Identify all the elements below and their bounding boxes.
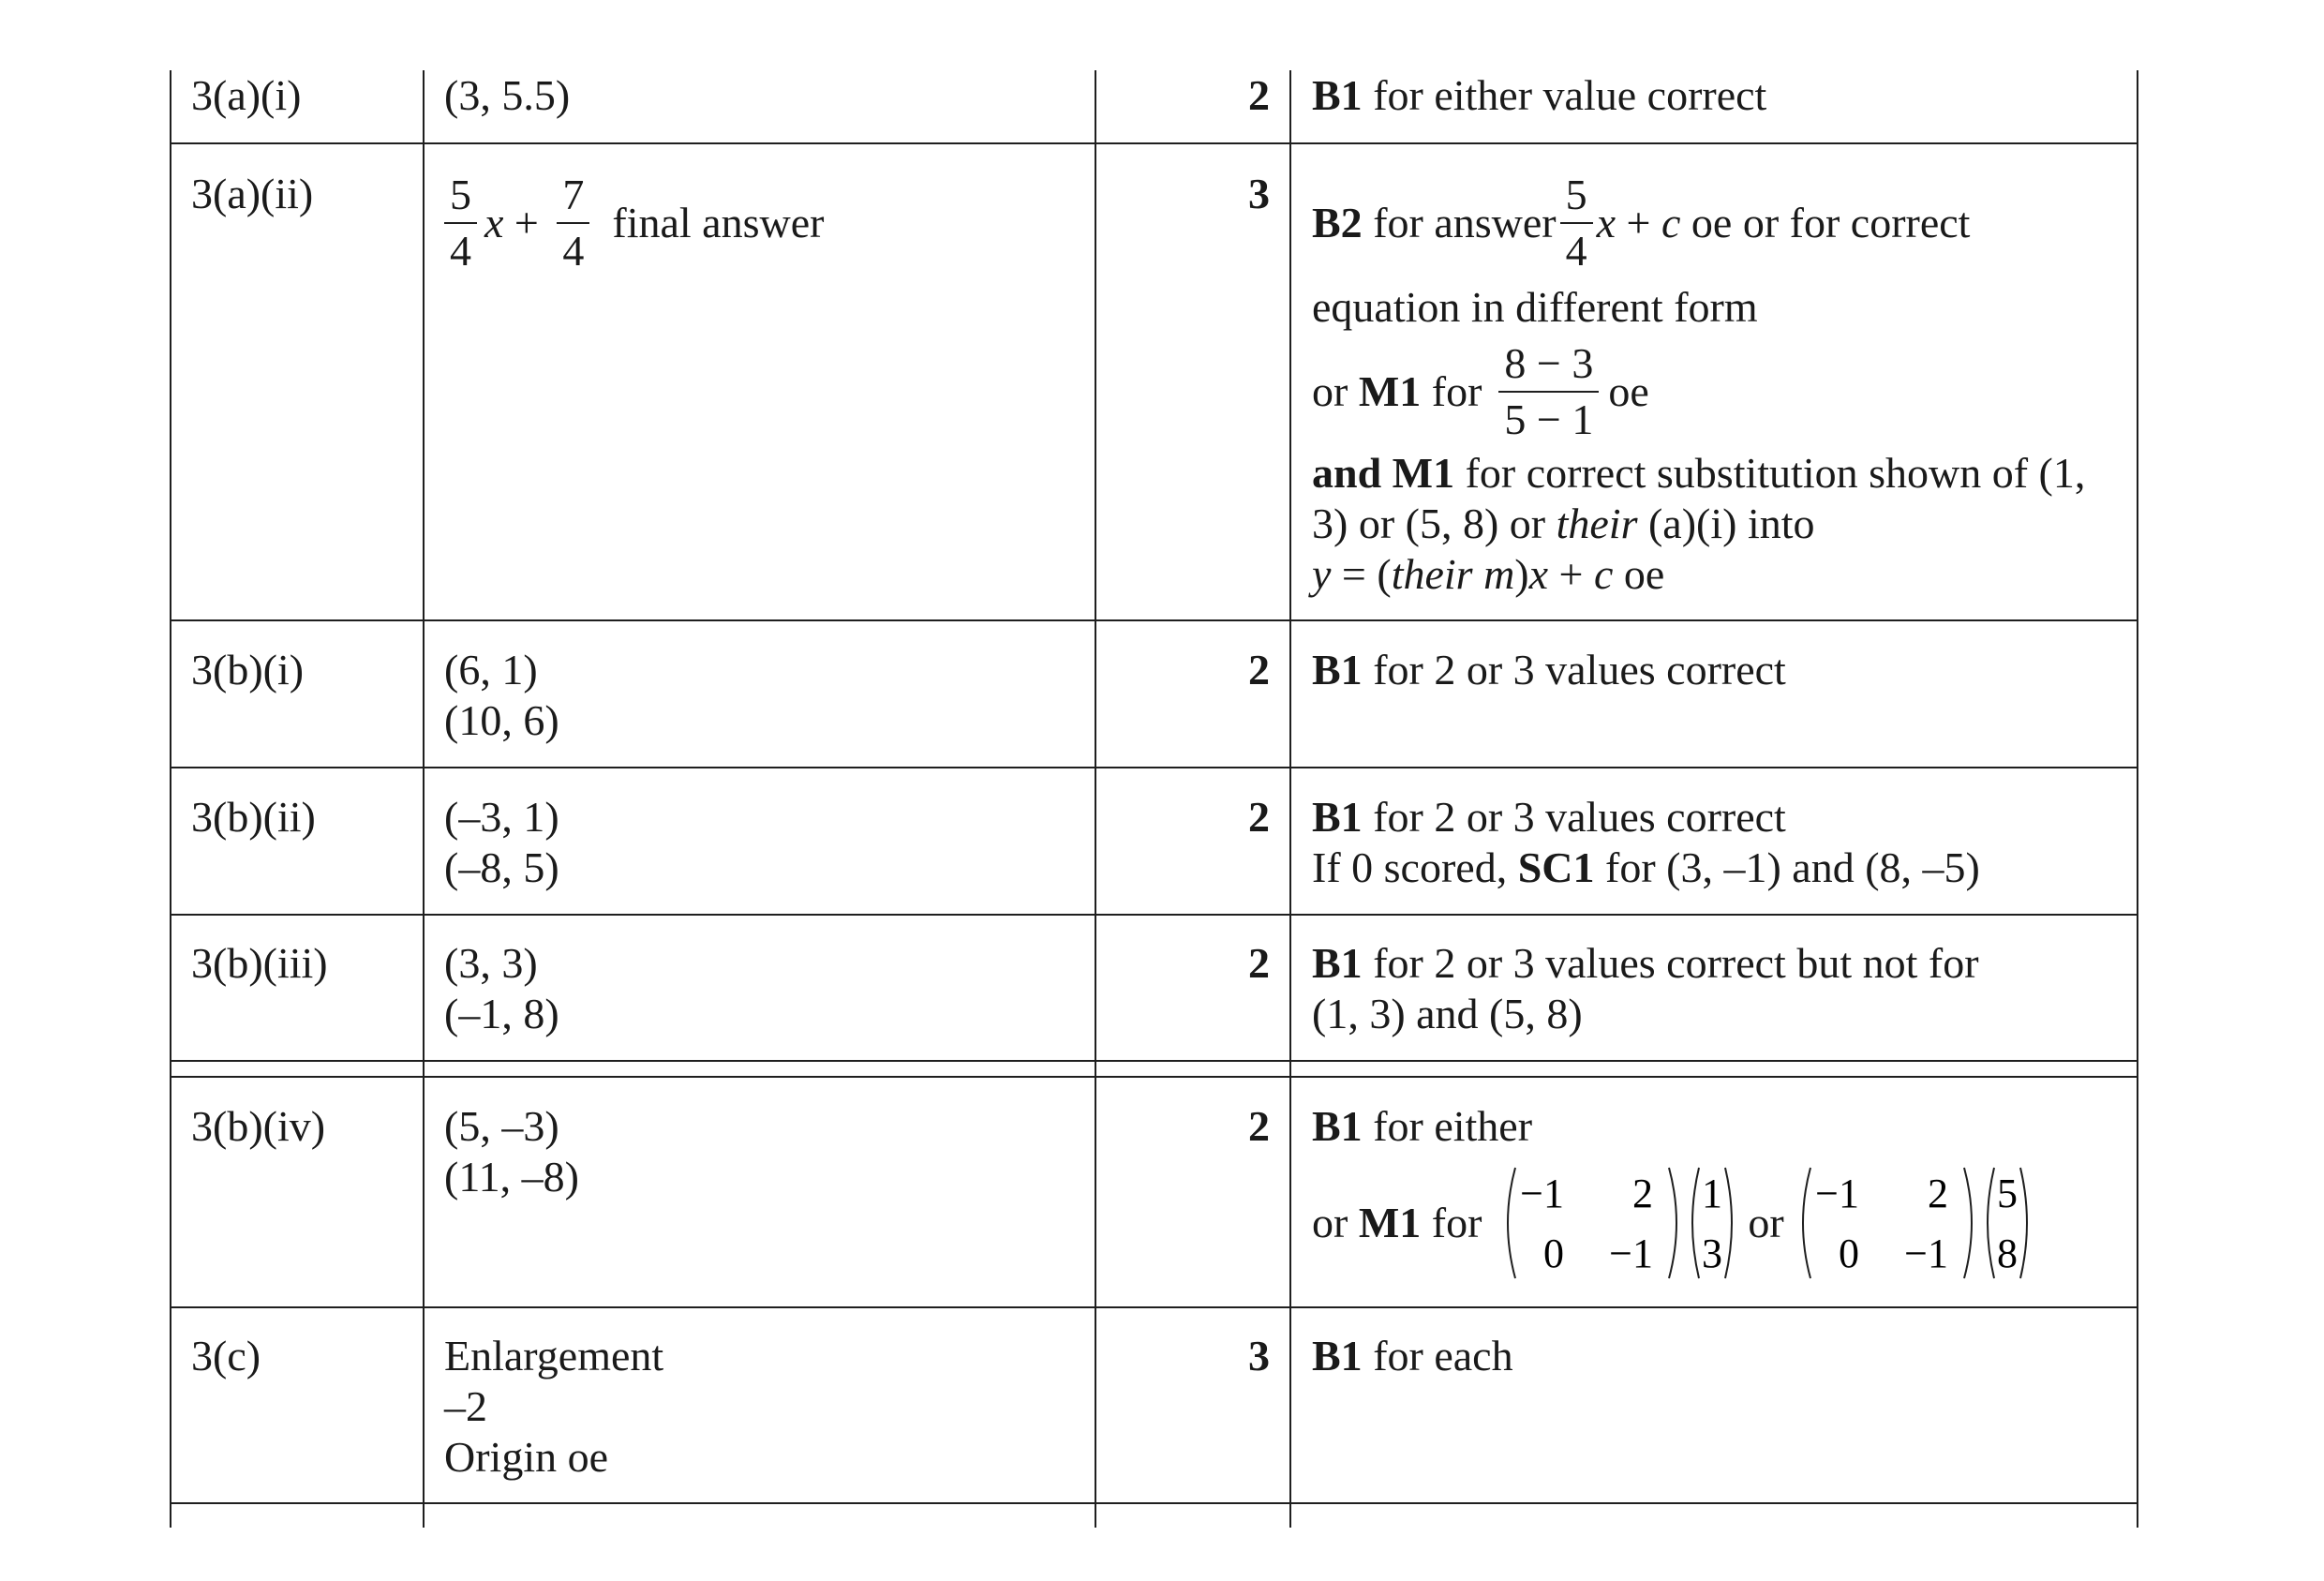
guidance-note bbox=[1312, 70, 1766, 121]
guidance-line bbox=[1312, 173, 1970, 273]
mark-code: B1 bbox=[1312, 939, 1363, 987]
fraction-numerator: 5 bbox=[1565, 171, 1587, 218]
vector-cell: 5 bbox=[1996, 1171, 2018, 1216]
column-divider-question bbox=[423, 70, 425, 1528]
matrix-cell: 0 bbox=[1838, 1230, 1859, 1276]
guidance-note bbox=[1312, 645, 1786, 695]
matrix-cell: −1 bbox=[1609, 1230, 1654, 1276]
answer-expression bbox=[444, 173, 824, 273]
fraction-denominator: 5 − 1 bbox=[1498, 391, 1599, 441]
guidance-text: for answer bbox=[1362, 199, 1557, 246]
answer-line: –2 bbox=[444, 1382, 487, 1430]
fraction bbox=[1498, 339, 1599, 443]
fraction-numerator: 7 bbox=[562, 171, 585, 218]
guidance-text: for 2 or 3 values correct bbox=[1362, 646, 1786, 694]
question-label: 3(c) bbox=[191, 1332, 261, 1380]
guidance-text: for each bbox=[1362, 1332, 1513, 1380]
mark-code: B1 bbox=[1312, 71, 1363, 119]
guidance-text: oe bbox=[1608, 367, 1649, 415]
variable-c: c bbox=[1661, 199, 1681, 246]
guidance-line-matrices bbox=[1312, 1162, 2034, 1284]
matrix-2x2 bbox=[1794, 1162, 1981, 1284]
guidance-text: or bbox=[1748, 1199, 1784, 1246]
plus-sign: + bbox=[503, 199, 550, 246]
row-divider bbox=[170, 767, 2138, 768]
guidance-emphasis: their m bbox=[1391, 550, 1515, 598]
fraction bbox=[1560, 173, 1593, 273]
mark-code: M1 bbox=[1358, 1199, 1422, 1246]
fraction-denominator: 4 bbox=[444, 222, 477, 273]
matrix-cell: −1 bbox=[1903, 1230, 1948, 1276]
guidance-text: = ( bbox=[1331, 550, 1392, 598]
table-border-right bbox=[2137, 70, 2138, 1528]
answer-line: (–1, 8) bbox=[444, 990, 559, 1037]
guidance-text: oe or for correct bbox=[1680, 199, 1971, 246]
plus-sign: + bbox=[1616, 199, 1661, 246]
marks-value: 3 bbox=[1248, 170, 1270, 217]
row-divider bbox=[170, 1060, 2138, 1062]
guidance-text: or bbox=[1312, 367, 1359, 415]
guidance-text: for bbox=[1421, 1199, 1482, 1246]
fraction-denominator: 4 bbox=[1560, 222, 1593, 273]
guidance-line bbox=[1312, 843, 1980, 893]
variable-x: x bbox=[1528, 550, 1549, 598]
answer-line: (11, –8) bbox=[444, 1153, 579, 1201]
answer-line: (3, 5.5) bbox=[444, 71, 571, 119]
right-bracket bbox=[1725, 1168, 1732, 1278]
guidance-text: for correct substitution shown of (1, bbox=[1454, 449, 2086, 497]
mark-code: B2 bbox=[1312, 199, 1363, 246]
answer-suffix: final answer bbox=[612, 199, 825, 246]
mark-code: B1 bbox=[1312, 1102, 1363, 1150]
left-bracket bbox=[1988, 1168, 1994, 1278]
plus-sign: + bbox=[1548, 550, 1594, 598]
variable-x: x bbox=[1596, 199, 1616, 246]
vector-cell: 1 bbox=[1702, 1171, 1723, 1216]
right-bracket bbox=[2020, 1168, 2027, 1278]
guidance-note bbox=[1312, 938, 1979, 989]
marks-value: 3 bbox=[1248, 1332, 1270, 1380]
guidance-text: oe bbox=[1613, 550, 1665, 598]
guidance-text: for either bbox=[1362, 1102, 1533, 1150]
row-divider bbox=[170, 1502, 2138, 1504]
answer-line: (6, 1) bbox=[444, 646, 538, 694]
right-bracket bbox=[1669, 1168, 1676, 1278]
marks-value: 2 bbox=[1248, 939, 1270, 987]
row-divider bbox=[170, 619, 2138, 621]
answer-line: Enlargement bbox=[444, 1332, 664, 1380]
mark-code: B1 bbox=[1312, 1332, 1363, 1380]
guidance-text: for 2 or 3 values correct but not for bbox=[1362, 939, 1979, 987]
marks-value: 2 bbox=[1248, 71, 1270, 119]
mark-code: M1 bbox=[1358, 367, 1422, 415]
guidance-note bbox=[1312, 1101, 1532, 1152]
row-divider bbox=[170, 142, 2138, 144]
answer-line: (–3, 1) bbox=[444, 793, 559, 841]
mark-code: B1 bbox=[1312, 793, 1363, 841]
guidance-text: for 2 or 3 values correct bbox=[1362, 793, 1786, 841]
guidance-text: for (3, –1) and (8, –5) bbox=[1594, 843, 1980, 891]
fraction-numerator: 5 bbox=[450, 171, 471, 218]
column-vector bbox=[1981, 1162, 2034, 1284]
question-label: 3(b)(ii) bbox=[191, 793, 316, 841]
guidance-text: for either value correct bbox=[1362, 71, 1767, 119]
matrix-2x2 bbox=[1498, 1162, 1686, 1284]
guidance-note bbox=[1312, 792, 1786, 843]
question-label: 3(b)(iii) bbox=[191, 939, 328, 987]
column-divider-answer bbox=[1095, 70, 1096, 1528]
matrix-cell: 2 bbox=[1632, 1171, 1654, 1216]
mark-code: and M1 bbox=[1312, 449, 1455, 497]
answer-line: (5, –3) bbox=[444, 1102, 559, 1150]
vector-cell: 3 bbox=[1702, 1230, 1723, 1276]
guidance-line: equation in different form bbox=[1312, 283, 1758, 331]
fraction-denominator: 4 bbox=[557, 222, 589, 273]
question-label: 3(a)(i) bbox=[191, 71, 302, 119]
answer-line: (3, 3) bbox=[444, 939, 538, 987]
vector-cell: 8 bbox=[1996, 1230, 2018, 1276]
variable-x: x bbox=[484, 199, 504, 246]
question-label: 3(b)(i) bbox=[191, 646, 305, 694]
guidance-line bbox=[1312, 499, 1815, 549]
matrix-cell: −1 bbox=[1814, 1171, 1859, 1216]
guidance-emphasis: their bbox=[1556, 500, 1638, 547]
guidance-line bbox=[1312, 339, 1649, 443]
guidance-text: for bbox=[1421, 367, 1482, 415]
row-divider bbox=[170, 1306, 2138, 1308]
variable-c: c bbox=[1594, 550, 1614, 598]
matrix-cell: 0 bbox=[1543, 1230, 1565, 1276]
guidance-text: (a)(i) into bbox=[1637, 500, 1815, 547]
guidance-line: (1, 3) and (5, 8) bbox=[1312, 990, 1583, 1037]
variable-y: y bbox=[1312, 550, 1332, 598]
matrix-cell: 2 bbox=[1927, 1171, 1948, 1216]
fraction bbox=[444, 173, 477, 273]
answer-line: Origin oe bbox=[444, 1433, 609, 1481]
guidance-text: or bbox=[1312, 1199, 1359, 1246]
guidance-text: If 0 scored, bbox=[1312, 843, 1518, 891]
row-divider bbox=[170, 914, 2138, 916]
left-bracket bbox=[1508, 1168, 1515, 1278]
marks-value: 2 bbox=[1248, 646, 1270, 694]
mark-code: B1 bbox=[1312, 646, 1363, 694]
guidance-line bbox=[1312, 549, 1664, 600]
marks-value: 2 bbox=[1248, 1102, 1270, 1150]
guidance-line bbox=[1312, 448, 2085, 499]
answer-line: (10, 6) bbox=[444, 696, 559, 744]
column-divider-marks bbox=[1289, 70, 1291, 1528]
column-vector bbox=[1686, 1162, 1738, 1284]
right-bracket bbox=[1964, 1168, 1972, 1278]
left-bracket bbox=[1692, 1168, 1699, 1278]
mark-code: SC1 bbox=[1517, 843, 1595, 891]
guidance-text: 3) or (5, 8) or bbox=[1312, 500, 1557, 547]
guidance-text: ) bbox=[1514, 550, 1529, 598]
fraction-numerator: 8 − 3 bbox=[1504, 339, 1594, 387]
row-divider bbox=[170, 1076, 2138, 1078]
question-label: 3(b)(iv) bbox=[191, 1102, 326, 1150]
fraction bbox=[557, 173, 589, 273]
matrix-cell: −1 bbox=[1520, 1171, 1565, 1216]
guidance-note bbox=[1312, 1331, 1513, 1381]
marks-value: 2 bbox=[1248, 793, 1270, 841]
answer-line: (–8, 5) bbox=[444, 843, 559, 891]
question-label: 3(a)(ii) bbox=[191, 170, 314, 217]
table-border-left bbox=[170, 70, 171, 1528]
left-bracket bbox=[1803, 1168, 1810, 1278]
